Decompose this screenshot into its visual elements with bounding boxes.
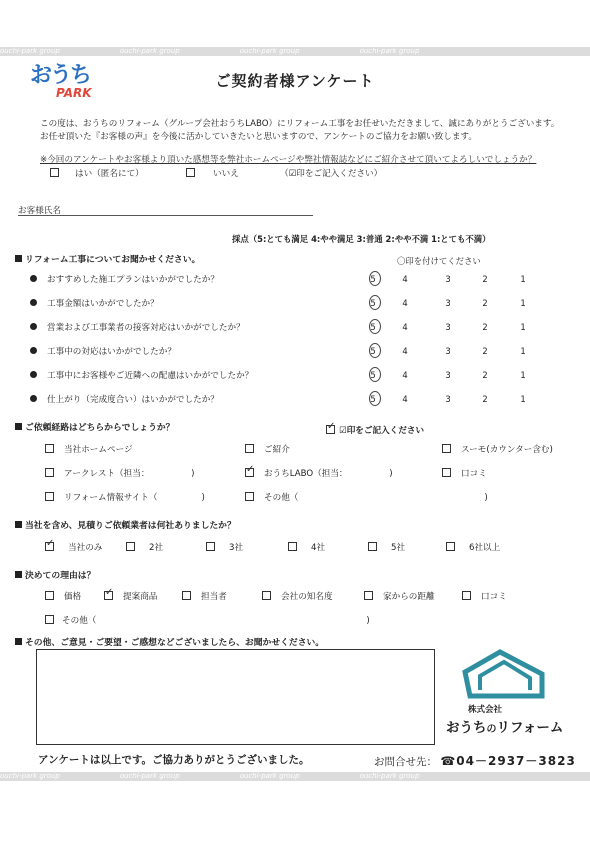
checkbox[interactable]: [446, 542, 455, 551]
referral-option[interactable]: [245, 491, 488, 503]
rating-score-option[interactable]: [395, 346, 415, 356]
rating-score-option[interactable]: [475, 346, 495, 356]
rating-score-label: 2: [482, 394, 488, 404]
rating-score-option[interactable]: [395, 370, 415, 380]
rating-score-label: 3: [445, 394, 451, 404]
company-type: 株式会社: [468, 705, 503, 715]
rating-score-label: 1: [520, 370, 526, 380]
checkbox[interactable]: [45, 492, 54, 501]
reason-option-label: 家からの距離: [383, 592, 435, 602]
rating-question: [30, 345, 176, 357]
referral-section-title: ご依頼経路はどちらからでしょうか？: [15, 420, 174, 433]
referral-option[interactable]: [45, 491, 205, 503]
phone-icon: ☎: [440, 754, 457, 768]
reason-option-other[interactable]: その他（ ): [45, 614, 370, 626]
rating-score-label: 2: [482, 298, 488, 308]
consent-instruction: （☑印をご記入ください）: [280, 169, 383, 179]
checkbox[interactable]: [364, 591, 373, 600]
customer-name-field[interactable]: [18, 215, 313, 216]
consent-option-no[interactable]: いいえ: [186, 167, 239, 179]
rating-score-option[interactable]: [438, 346, 458, 356]
rating-score-label: 1: [520, 274, 526, 284]
reason-option-label: 会社の知名度: [281, 592, 333, 602]
rating-score-option[interactable]: [438, 394, 458, 404]
rating-score-option[interactable]: [438, 298, 458, 308]
rating-score-label: 1: [520, 394, 526, 404]
checkbox[interactable]: [45, 615, 54, 624]
rating-score-label: 3: [445, 370, 451, 380]
rating-score-option[interactable]: [363, 298, 383, 308]
selected-circle-mark: [369, 343, 381, 358]
rating-score-label: 5: [370, 298, 375, 308]
rating-score-option[interactable]: [363, 346, 383, 356]
reason-section-title: 決めての理由は？: [15, 568, 95, 581]
rating-score-option[interactable]: [438, 370, 458, 380]
reason-option[interactable]: [262, 590, 333, 602]
rating-score-option[interactable]: [395, 274, 415, 284]
checkbox[interactable]: [262, 591, 271, 600]
companies-option[interactable]: [446, 541, 500, 553]
companies-option[interactable]: [126, 541, 163, 553]
company-logo: [440, 648, 580, 734]
referral-option[interactable]: [245, 467, 393, 479]
rating-instruction: 〇印を付けてください: [397, 256, 481, 266]
intro-line-1: この度は、おうちのリフォーム（グループ会社おうちLABO）にリフォーム工事をお任せいただきまして、誠にありがとうございます。: [40, 119, 560, 129]
page-title: ご契約者様アンケート: [215, 72, 375, 90]
reason-option-label: 価格: [64, 592, 82, 602]
checkbox[interactable]: [104, 591, 113, 600]
checkbox[interactable]: [45, 468, 54, 477]
rating-score-option[interactable]: [475, 298, 495, 308]
rating-score-label: 4: [402, 298, 408, 308]
rating-score-label: 2: [482, 346, 488, 356]
checkbox[interactable]: [245, 444, 254, 453]
rating-score-option[interactable]: [363, 274, 383, 284]
customer-name-label: お客様氏名: [18, 206, 61, 216]
bullet-icon: [30, 347, 37, 354]
intro-line-2: お任せ頂いた『お客様の声』を今後に活かしていきたいと思いますので、アンケートのご協力をお願い致します。: [40, 132, 477, 142]
rating-question-text: 仕上がり（完成度合い）はいかがでしたか？: [47, 395, 219, 405]
rating-question-text: 営業および工事業者の接客対応はいかがでしたか？: [47, 323, 245, 333]
rating-score-label: 3: [445, 346, 451, 356]
referral-option[interactable]: [45, 443, 133, 455]
contact-info: お問合せ先： ☎04－2937－3823: [374, 754, 576, 768]
rating-question-text: 工事中にお客様やご近隣への配慮はいかがでしたか？: [47, 371, 254, 381]
companies-option-label: 2社: [149, 543, 164, 553]
checkbox[interactable]: [245, 492, 254, 501]
companies-option-label: 4社: [311, 543, 326, 553]
checkbox[interactable]: [288, 542, 297, 551]
bullet-icon: [30, 323, 37, 330]
rating-score-option[interactable]: [395, 322, 415, 332]
phone-number: 04－2937－3823: [456, 754, 576, 768]
companies-option-label: 6社以上: [469, 543, 501, 553]
referral-option[interactable]: [442, 467, 487, 479]
reason-option[interactable]: [182, 590, 227, 602]
rating-section-title: リフォーム工事についてお聞かせください。: [15, 252, 200, 265]
reason-option[interactable]: [45, 590, 81, 602]
rating-question: [30, 393, 219, 405]
referral-option-suffix: ): [389, 469, 393, 479]
companies-option-label: 3社: [229, 543, 244, 553]
rating-score-label: 4: [402, 322, 408, 332]
checkbox[interactable]: [245, 468, 254, 477]
rating-score-label: 1: [520, 298, 526, 308]
rating-score-option[interactable]: [395, 298, 415, 308]
referral-option[interactable]: [442, 443, 553, 455]
reason-option-label: 提案商品: [123, 592, 158, 602]
rating-question-text: おすすめした施工プランはいかがでしたか？: [47, 275, 219, 285]
checkbox[interactable]: [368, 542, 377, 551]
rating-score-label: 3: [445, 322, 451, 332]
rating-score-option[interactable]: [363, 370, 383, 380]
checkbox[interactable]: [182, 591, 191, 600]
rating-score-option[interactable]: [475, 322, 495, 332]
reason-option[interactable]: [462, 590, 507, 602]
rating-score-label: 4: [402, 274, 408, 284]
checkbox[interactable]: [126, 542, 135, 551]
rating-score-label: 5: [370, 346, 375, 356]
referral-option-label: スーモ(カウンター含む): [461, 445, 553, 455]
rating-score-label: 2: [482, 322, 488, 332]
rating-score-option[interactable]: [363, 322, 383, 332]
referral-option-label: ご紹介: [264, 445, 290, 455]
rating-score-option[interactable]: [475, 394, 495, 404]
selected-circle-mark: [369, 367, 381, 382]
referral-option-suffix: ): [201, 493, 205, 503]
rating-question: [30, 321, 245, 333]
companies-section-title: 当社を含め、見積りご依頼業者は何社ありましたか？: [15, 518, 236, 531]
selected-circle-mark: [369, 319, 381, 334]
rating-score-label: 5: [370, 322, 375, 332]
rating-score-label: 1: [520, 322, 526, 332]
rating-score-option[interactable]: [513, 346, 533, 356]
checkbox[interactable]: [206, 542, 215, 551]
reason-option[interactable]: [364, 590, 435, 602]
companies-option[interactable]: [368, 541, 405, 553]
rating-score-label: 3: [445, 298, 451, 308]
rating-question-text: 工事金額はいかがでしたか？: [47, 299, 159, 309]
reason-option-label: 口コミ: [481, 592, 507, 602]
bullet-icon: [30, 395, 37, 402]
rating-score-label: 4: [402, 370, 408, 380]
referral-instruction: ✓ ☑印をご記入ください: [326, 424, 424, 436]
referral-option-suffix: ): [191, 469, 195, 479]
rating-score-option[interactable]: [513, 394, 533, 404]
rating-score-label: 4: [402, 346, 408, 356]
rating-score-option[interactable]: [438, 274, 458, 284]
checkbox[interactable]: [45, 591, 54, 600]
bullet-icon: [30, 371, 37, 378]
referral-option-label: リフォーム情報サイト（: [64, 493, 158, 503]
referral-option-label: アークレスト（担当：: [64, 469, 146, 479]
referral-option-label: 口コミ: [461, 469, 487, 479]
house-icon: [460, 648, 550, 700]
checkbox[interactable]: [50, 168, 59, 177]
rating-question-text: 工事中の対応はいかがでしたか？: [47, 347, 176, 357]
rating-score-label: 5: [370, 274, 375, 284]
rating-question: [30, 273, 219, 285]
rating-score-option[interactable]: [438, 322, 458, 332]
checkbox[interactable]: [442, 468, 451, 477]
checkbox[interactable]: [186, 168, 195, 177]
logo-main-text: おうち: [30, 63, 91, 88]
comments-section-title: その他、ご意見・ご要望・ご感想などございましたら、お聞かせください。: [15, 635, 324, 648]
rating-score-label: 2: [482, 274, 488, 284]
selected-circle-mark: [369, 295, 381, 310]
rating-score-label: 5: [370, 394, 375, 404]
referral-option-label: おうちLABO（担当：: [264, 469, 344, 479]
watermark-band-bottom: ouchi-park group ouchi-park group ouchi-park group ouchi-park group: [0, 772, 590, 781]
logo-sub-text: PARK: [56, 86, 92, 100]
rating-score-label: 1: [520, 346, 526, 356]
rating-score-label: 4: [402, 394, 408, 404]
reason-option[interactable]: [104, 590, 157, 602]
checkmark-icon: [326, 425, 335, 434]
rating-score-label: 2: [482, 370, 488, 380]
companies-option-label: 5社: [391, 543, 406, 553]
rating-score-option[interactable]: [513, 370, 533, 380]
rating-score-option[interactable]: [513, 322, 533, 332]
checkbox[interactable]: [45, 542, 54, 551]
checkbox[interactable]: [45, 444, 54, 453]
bullet-icon: [30, 275, 37, 282]
rating-question: [30, 369, 253, 381]
referral-option[interactable]: [45, 467, 194, 479]
referral-option-label: 当社ホームページ: [64, 445, 133, 455]
bullet-icon: [30, 299, 37, 306]
companies-option[interactable]: [45, 541, 102, 553]
referral-option-suffix: ): [484, 493, 488, 503]
rating-score-option[interactable]: [513, 274, 533, 284]
thanks-message: アンケートは以上です。ご協力ありがとうございました。: [38, 754, 310, 766]
reason-option-label: 担当者: [201, 592, 227, 602]
rating-score-option[interactable]: [363, 394, 383, 404]
watermark-band-top: ouchi-park group ouchi-park group ouchi-park group ouchi-park group: [0, 47, 590, 56]
rating-score-option[interactable]: [513, 298, 533, 308]
rating-score-option[interactable]: [475, 370, 495, 380]
referral-option-label: その他（: [264, 493, 299, 503]
companies-option-label: 当社のみ: [68, 543, 103, 553]
consent-note: ※今回のアンケートやお客様より頂いた感想等を弊社ホームページや弊社情報誌などにご紹介させて頂いてよろしいでしょうか？: [40, 155, 537, 165]
comments-textarea[interactable]: [36, 649, 435, 745]
referral-option[interactable]: [245, 443, 290, 455]
rating-score-label: 3: [445, 274, 451, 284]
selected-circle-mark: [369, 391, 381, 406]
selected-circle-mark: [369, 271, 381, 286]
company-name: おうちのリフォーム: [446, 720, 564, 736]
rating-question: [30, 297, 159, 309]
consent-option-yes[interactable]: はい（匿名にて）: [50, 167, 144, 179]
rating-score-option[interactable]: [475, 274, 495, 284]
rating-score-option[interactable]: [395, 394, 415, 404]
companies-option[interactable]: [206, 541, 243, 553]
rating-score-label: 5: [370, 370, 375, 380]
rating-scale: 採点（5:とても満足 4:やや満足 3:普通 2:やや不満 1:とても不満）: [232, 234, 491, 244]
checkbox[interactable]: [462, 591, 471, 600]
checkbox[interactable]: [442, 444, 451, 453]
companies-option[interactable]: [288, 541, 325, 553]
